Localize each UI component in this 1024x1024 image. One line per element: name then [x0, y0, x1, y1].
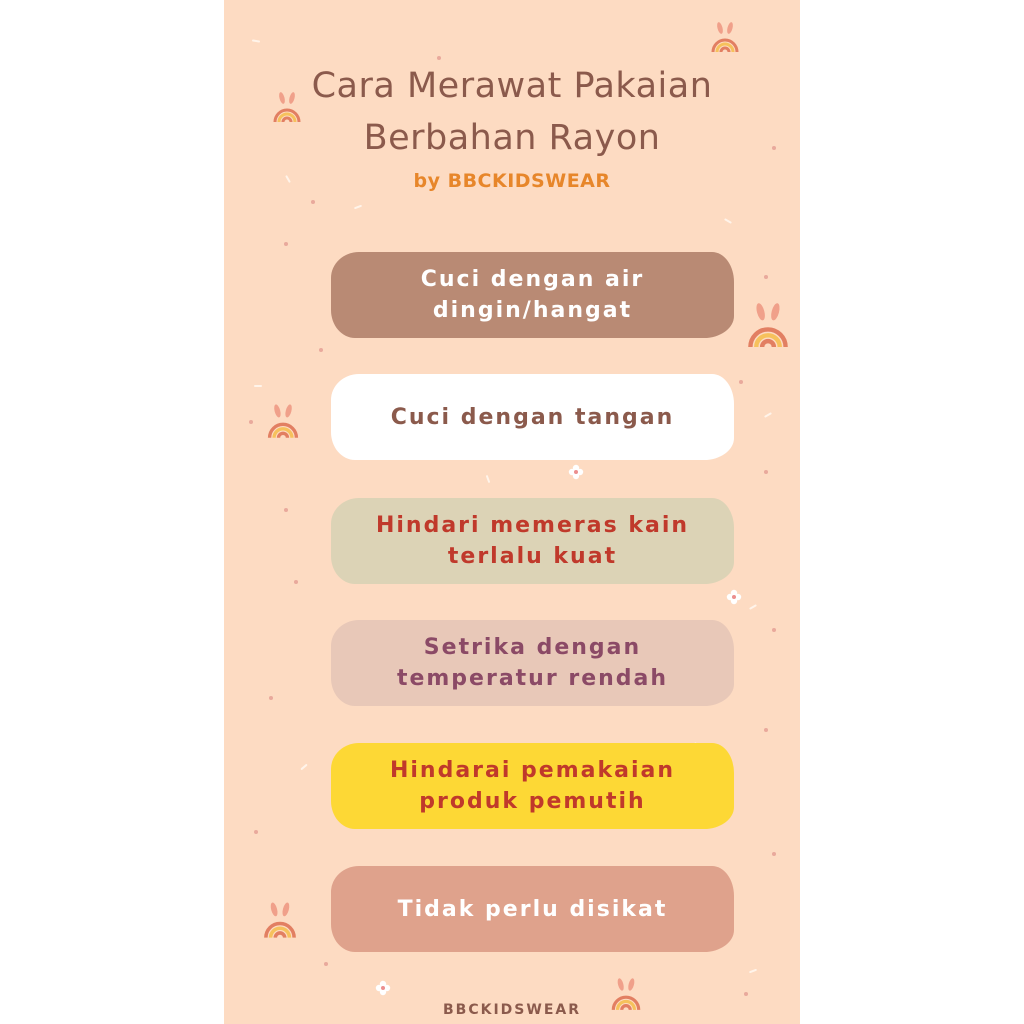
decor-dot [249, 420, 253, 424]
tip-text: Tidak perlu disikat [397, 896, 668, 922]
decor-dash [354, 205, 362, 210]
tip-card-6 [331, 866, 734, 952]
decor-dash [300, 764, 307, 771]
decor-dot [284, 242, 288, 246]
tip-card-2 [331, 374, 734, 460]
decor-dot [254, 830, 258, 834]
rainbow-icon [262, 900, 298, 940]
poster [224, 0, 800, 1024]
decor-dash [724, 218, 732, 224]
decor-dot [764, 470, 768, 474]
decor-dot [294, 580, 298, 584]
decor-dot [437, 56, 441, 60]
flower-icon [726, 589, 742, 605]
rainbow-icon [710, 20, 740, 54]
decor-dot [284, 508, 288, 512]
decor-dash [486, 475, 491, 483]
tip-text: Hindarai pemakaian [389, 758, 676, 783]
decor-dot [269, 696, 273, 700]
tip-card-3 [331, 498, 734, 584]
tip-card-4 [331, 620, 734, 706]
byline: by BBCKIDSWEAR [413, 170, 611, 192]
decor-dot [744, 992, 748, 996]
tip-text: Cuci dengan air [420, 267, 645, 292]
decor-dot [764, 728, 768, 732]
tip-text: terlalu kuat [447, 544, 618, 569]
flower-icon [375, 980, 391, 996]
decor-dash [749, 969, 757, 974]
decor-dot [324, 962, 328, 966]
tip-text: produk pemutih [419, 789, 646, 814]
decor-dot [739, 380, 743, 384]
tip-text: Setrika dengan [423, 635, 642, 660]
tip-text: Cuci dengan tangan [390, 404, 675, 430]
decor-dot [311, 200, 315, 204]
footer-brand: BBCKIDSWEAR [443, 1002, 581, 1018]
decor-dot [319, 348, 323, 352]
page-title-line-1: Cara Merawat Pakaian [311, 66, 713, 106]
decor-dash [254, 385, 262, 387]
page-title-line-2: Berbahan Rayon [363, 118, 661, 158]
tip-card-5 [331, 743, 734, 829]
tip-text: temperatur rendah [396, 666, 669, 691]
decor-dash [252, 39, 260, 42]
rainbow-icon [266, 402, 300, 440]
decor-dot [764, 275, 768, 279]
tip-card-1 [331, 252, 734, 338]
flower-icon [568, 464, 584, 480]
rainbow-icon [746, 300, 790, 350]
decor-dash [764, 412, 772, 418]
tip-text: dingin/hangat [432, 298, 633, 323]
decor-dot [772, 852, 776, 856]
tip-text: Hindari memeras kain [375, 513, 690, 538]
decor-dash [749, 604, 757, 610]
decor-dot [772, 628, 776, 632]
